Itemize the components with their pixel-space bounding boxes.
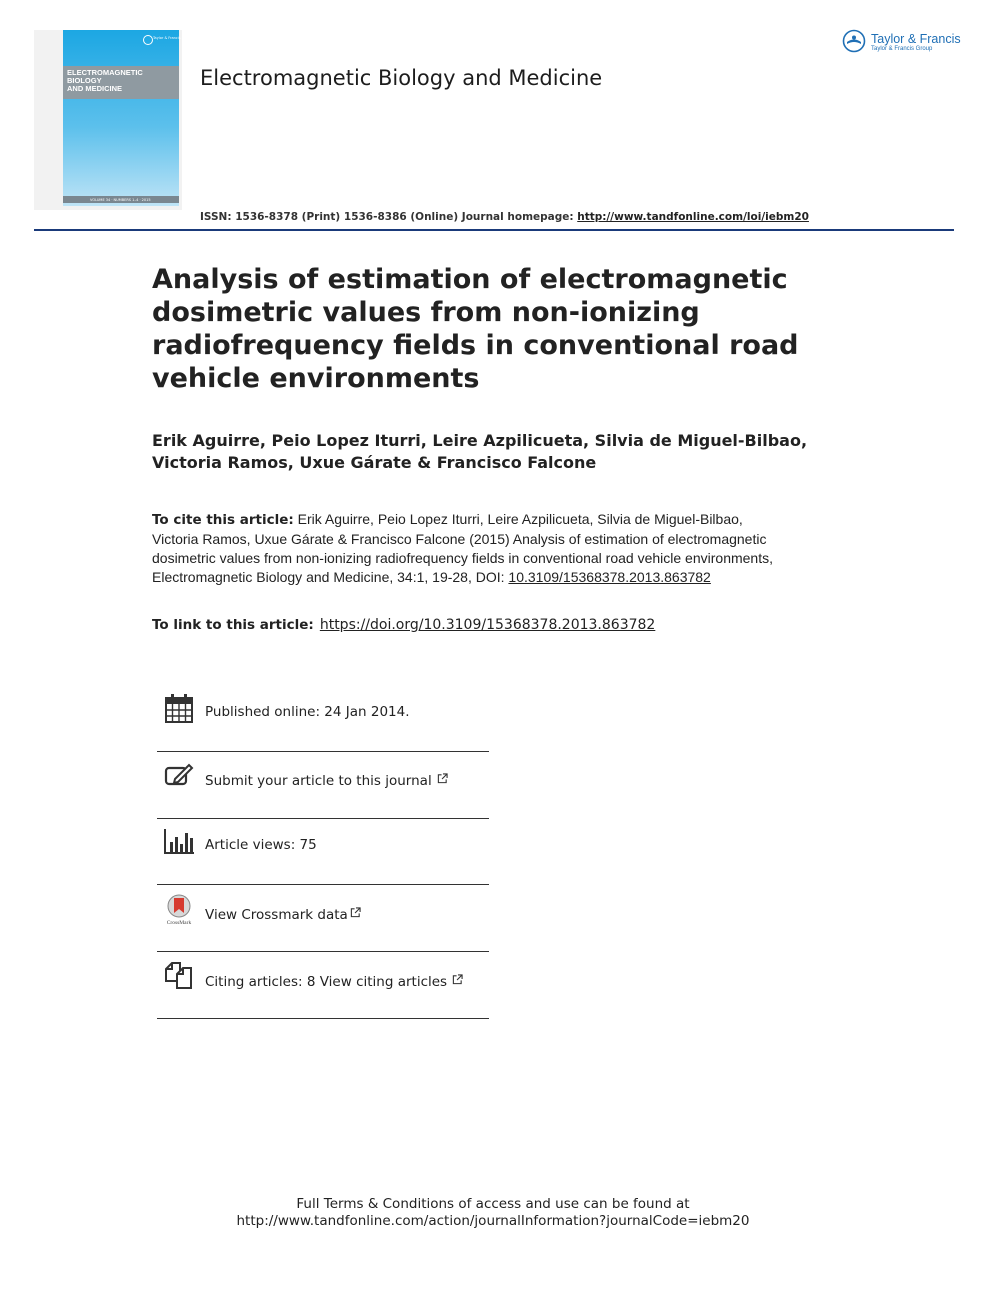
taylor-francis-logo-icon [842,29,866,53]
crossmark-icon [163,893,195,925]
citing-articles-row[interactable] [157,960,489,1026]
journal-homepage-link[interactable]: http://www.tandfonline.com/loi/iebm20 [577,211,809,223]
external-link-icon [350,907,361,918]
citing-articles-link[interactable] [205,974,463,990]
row-divider [157,751,489,752]
row-divider [157,884,489,885]
crossmark-text: View Crossmark data [205,907,348,923]
cover-footer-text: VOLUME 34 · NUMBERS 1–4 · 2015 [90,197,151,202]
submit-article-row[interactable] [157,760,489,826]
edit-icon [163,760,195,792]
article-title: Analysis of estimation of electromagnetic dosimetric values from non-ionizing radiofrequency fields in conventional road vehicle environments [152,264,799,394]
external-link-icon [437,773,448,784]
publisher-group: Taylor & Francis Group [871,46,933,52]
citation-doi-link[interactable]: 10.3109/15368378.2013.863782 [508,569,711,585]
calendar-icon [163,693,195,725]
citation-text: Erik Aguirre, Peio Lopez Iturri, Leire Azpilicueta, Silvia de Miguel-Bilbao, Victoria Ramos, Uxue Gárate & Francisco Falcone (2015) Analysis of estimation of electromagnetic dosimetric values from non-ionizing radiofrequency fields in conventional road vehicle environments, Electromagnetic Biology and Medicine, 34:1, 19-28, DOI: [152,511,773,585]
article-authors: Erik Aguirre, Peio Lopez Iturri, Leire Azpilicueta, Silvia de Miguel-Bilbao, Victoria Ramos, Uxue Gárate & Francisco Falcone [152,431,808,472]
citing-articles-text: Citing articles: 8 View citing articles [205,974,448,990]
article-doi-link[interactable]: https://doi.org/10.3109/15368378.2013.863782 [319,617,656,633]
submit-article-link[interactable] [205,773,448,789]
submit-article-text: Submit your article to this journal [205,773,432,789]
crossmark-row[interactable] [157,893,489,959]
citation-label: To cite this article: [152,512,294,528]
crossmark-link[interactable] [205,907,361,923]
footer-line-1: Full Terms & Conditions of access and use can be found at [296,1196,690,1212]
article-link-block [152,617,852,633]
footer-terms-link[interactable]: http://www.tandfonline.com/action/journalInformation?journalCode=iebm20 [236,1213,750,1229]
article-link-label: To link to this article: [152,617,314,633]
issn-text: ISSN: 1536-8378 (Print) 1536-8386 (Online) Journal homepage: [200,211,578,223]
row-divider [157,951,489,952]
published-online-row [157,693,489,759]
crossmark-icon-label: CrossMark [166,920,192,925]
issn-line [200,211,809,223]
cover-publisher-mark: Taylor & Francis [153,36,181,40]
cover-publisher-icon [143,35,153,45]
row-divider [157,818,489,819]
bar-chart-icon [163,826,195,858]
journal-title: Electromagnetic Biology and Medicine [200,66,603,90]
row-divider [157,1018,489,1019]
cover-title: ELECTROMAGNETIC BIOLOGY AND MEDICINE [67,68,143,93]
citing-articles-icon [163,960,195,992]
journal-cover-image [63,30,179,206]
terms-footer [0,1196,986,1230]
citation-block [152,510,792,587]
article-views-row [157,826,489,892]
header-divider [34,229,954,231]
publisher-name: Taylor & Francis [871,32,961,46]
article-views-text: Article views: 75 [205,837,317,853]
published-online-text: Published online: 24 Jan 2014. [205,704,410,720]
external-link-icon [452,974,463,985]
